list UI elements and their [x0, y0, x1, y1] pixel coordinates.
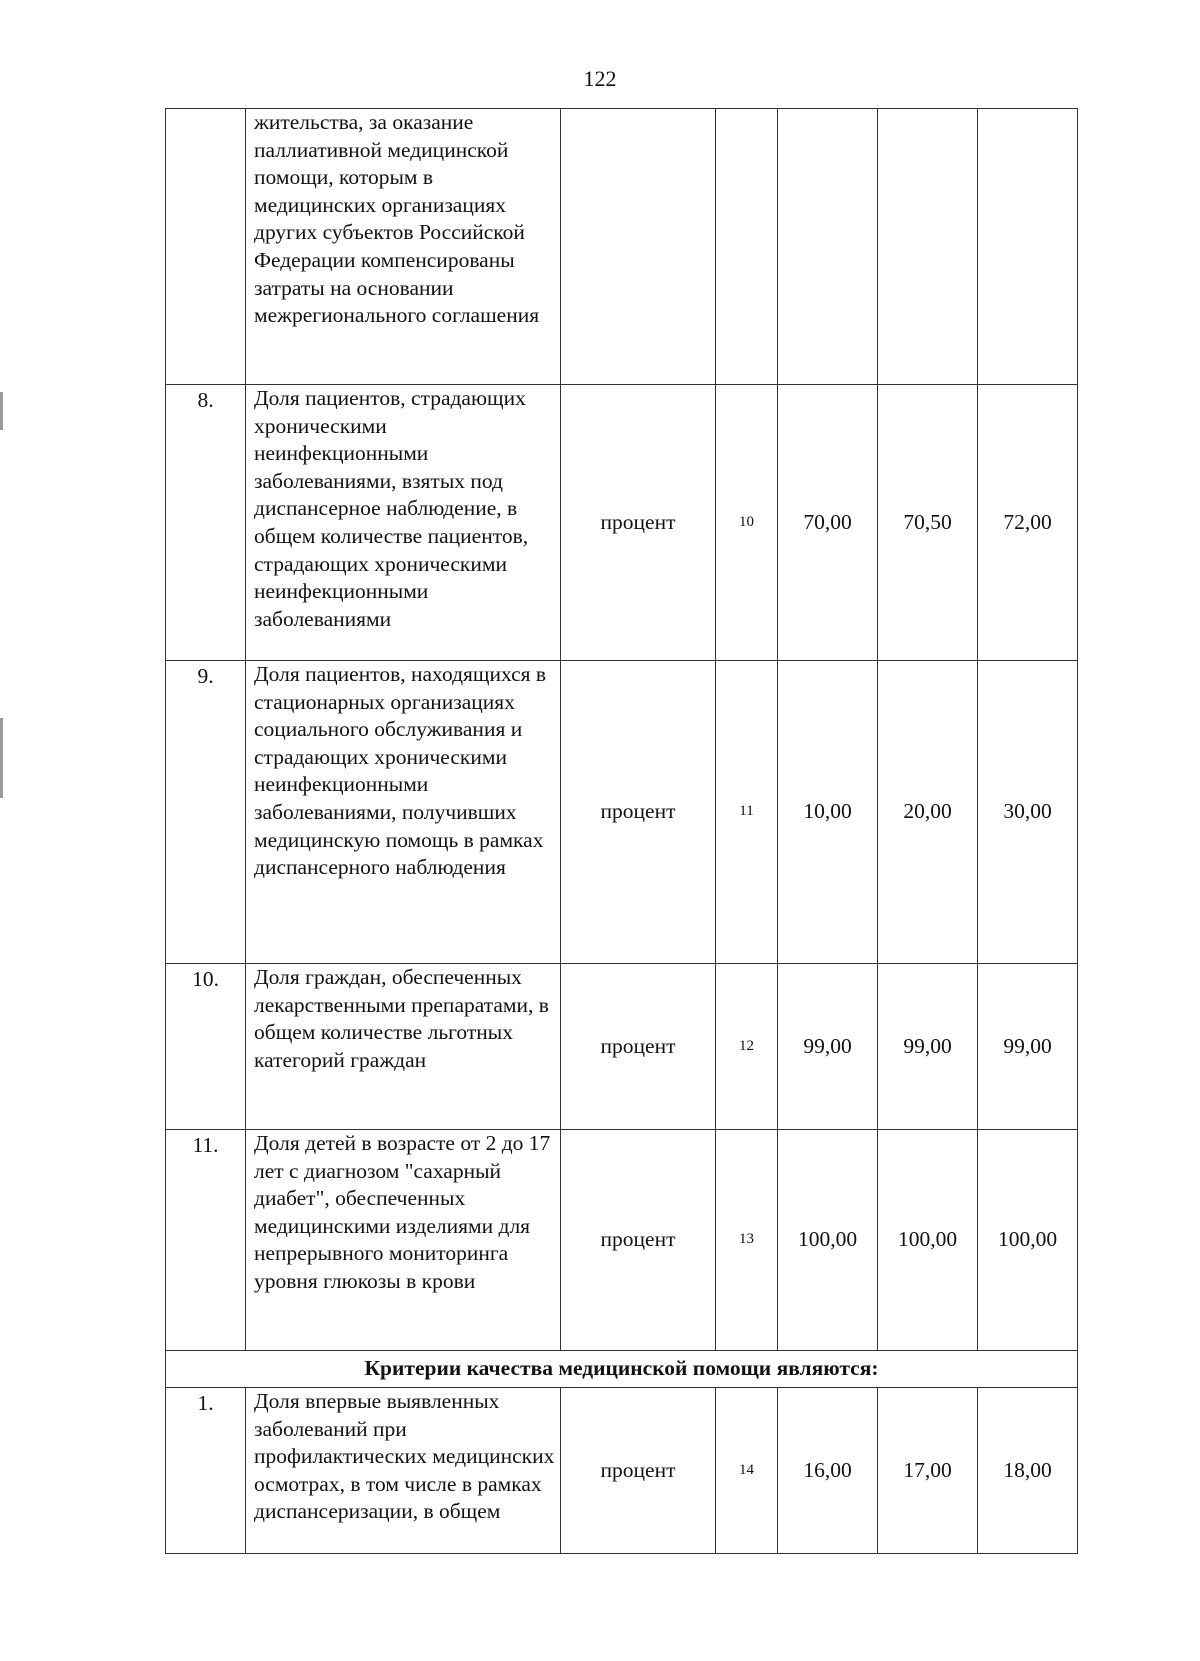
scan-margin-mark — [0, 718, 3, 798]
indicator-name: Доля пациентов, страдающих хроническими неинфекционными заболеваниями, взятых под диспансерное наблюдение, в общем количестве пациентов, страдающих хроническими неинфекционными заболеваниями — [246, 385, 561, 661]
row-number: 1. — [166, 1388, 246, 1554]
value-year-3: 18,00 — [978, 1388, 1078, 1554]
reference-number: 10 — [716, 385, 778, 661]
reference-number — [716, 109, 778, 385]
value-year-3: 100,00 — [978, 1130, 1078, 1351]
value-year-1: 100,00 — [778, 1130, 878, 1351]
value-year-3 — [978, 109, 1078, 385]
row-number — [166, 109, 246, 385]
reference-number: 14 — [716, 1388, 778, 1554]
value-year-2: 17,00 — [878, 1388, 978, 1554]
table-row — [166, 1388, 1078, 1554]
unit-cell: процент — [561, 964, 716, 1130]
value-year-2: 99,00 — [878, 964, 978, 1130]
unit-cell: процент — [561, 1130, 716, 1351]
indicator-name: жительства, за оказание паллиативной медицинской помощи, которым в медицинских организациях других субъектов Российской Федерации компенсированы затраты на основании межрегионального соглашения — [246, 109, 561, 385]
page-number: 122 — [583, 66, 617, 91]
row-number: 11. — [166, 1130, 246, 1351]
indicator-name: Доля детей в возрасте от 2 до 17 лет с диагнозом "сахарный диабет", обеспеченных медицинскими изделиями для непрерывного мониторинга уровня глюкозы в крови — [246, 1130, 561, 1351]
unit-cell: процент — [561, 385, 716, 661]
unit-cell — [561, 109, 716, 385]
section-row — [166, 1351, 1078, 1388]
value-year-2: 70,50 — [878, 385, 978, 661]
unit-cell: процент — [561, 661, 716, 964]
section-heading: Критерии качества медицинской помощи являются: — [166, 1351, 1078, 1388]
table-row — [166, 109, 1078, 385]
value-year-3: 99,00 — [978, 964, 1078, 1130]
reference-number: 13 — [716, 1130, 778, 1351]
indicator-name: Доля впервые выявленных заболеваний при профилактических медицинских осмотрах, в том числе в рамках диспансеризации, в общем — [246, 1388, 561, 1554]
reference-number: 11 — [716, 661, 778, 964]
indicator-name: Доля пациентов, находящихся в стационарных организациях социального обслуживания и страдающих хроническими неинфекционными заболеваниями, получивших медицинскую помощь в рамках диспансерного наблюдения — [246, 661, 561, 964]
value-year-1 — [778, 109, 878, 385]
scan-margin-mark — [0, 392, 3, 430]
value-year-1: 16,00 — [778, 1388, 878, 1554]
row-number: 10. — [166, 964, 246, 1130]
table-row — [166, 964, 1078, 1130]
unit-cell: процент — [561, 1388, 716, 1554]
indicator-name: Доля граждан, обеспеченных лекарственными препаратами, в общем количестве льготных категорий граждан — [246, 964, 561, 1130]
value-year-1: 10,00 — [778, 661, 878, 964]
value-year-3: 30,00 — [978, 661, 1078, 964]
value-year-2: 20,00 — [878, 661, 978, 964]
row-number: 8. — [166, 385, 246, 661]
value-year-1: 70,00 — [778, 385, 878, 661]
value-year-2: 100,00 — [878, 1130, 978, 1351]
table-row — [166, 385, 1078, 661]
row-number: 9. — [166, 661, 246, 964]
value-year-3: 72,00 — [978, 385, 1078, 661]
table-row — [166, 1130, 1078, 1351]
table-row — [166, 661, 1078, 964]
reference-number: 12 — [716, 964, 778, 1130]
criteria-table — [165, 108, 1078, 1554]
value-year-1: 99,00 — [778, 964, 878, 1130]
value-year-2 — [878, 109, 978, 385]
